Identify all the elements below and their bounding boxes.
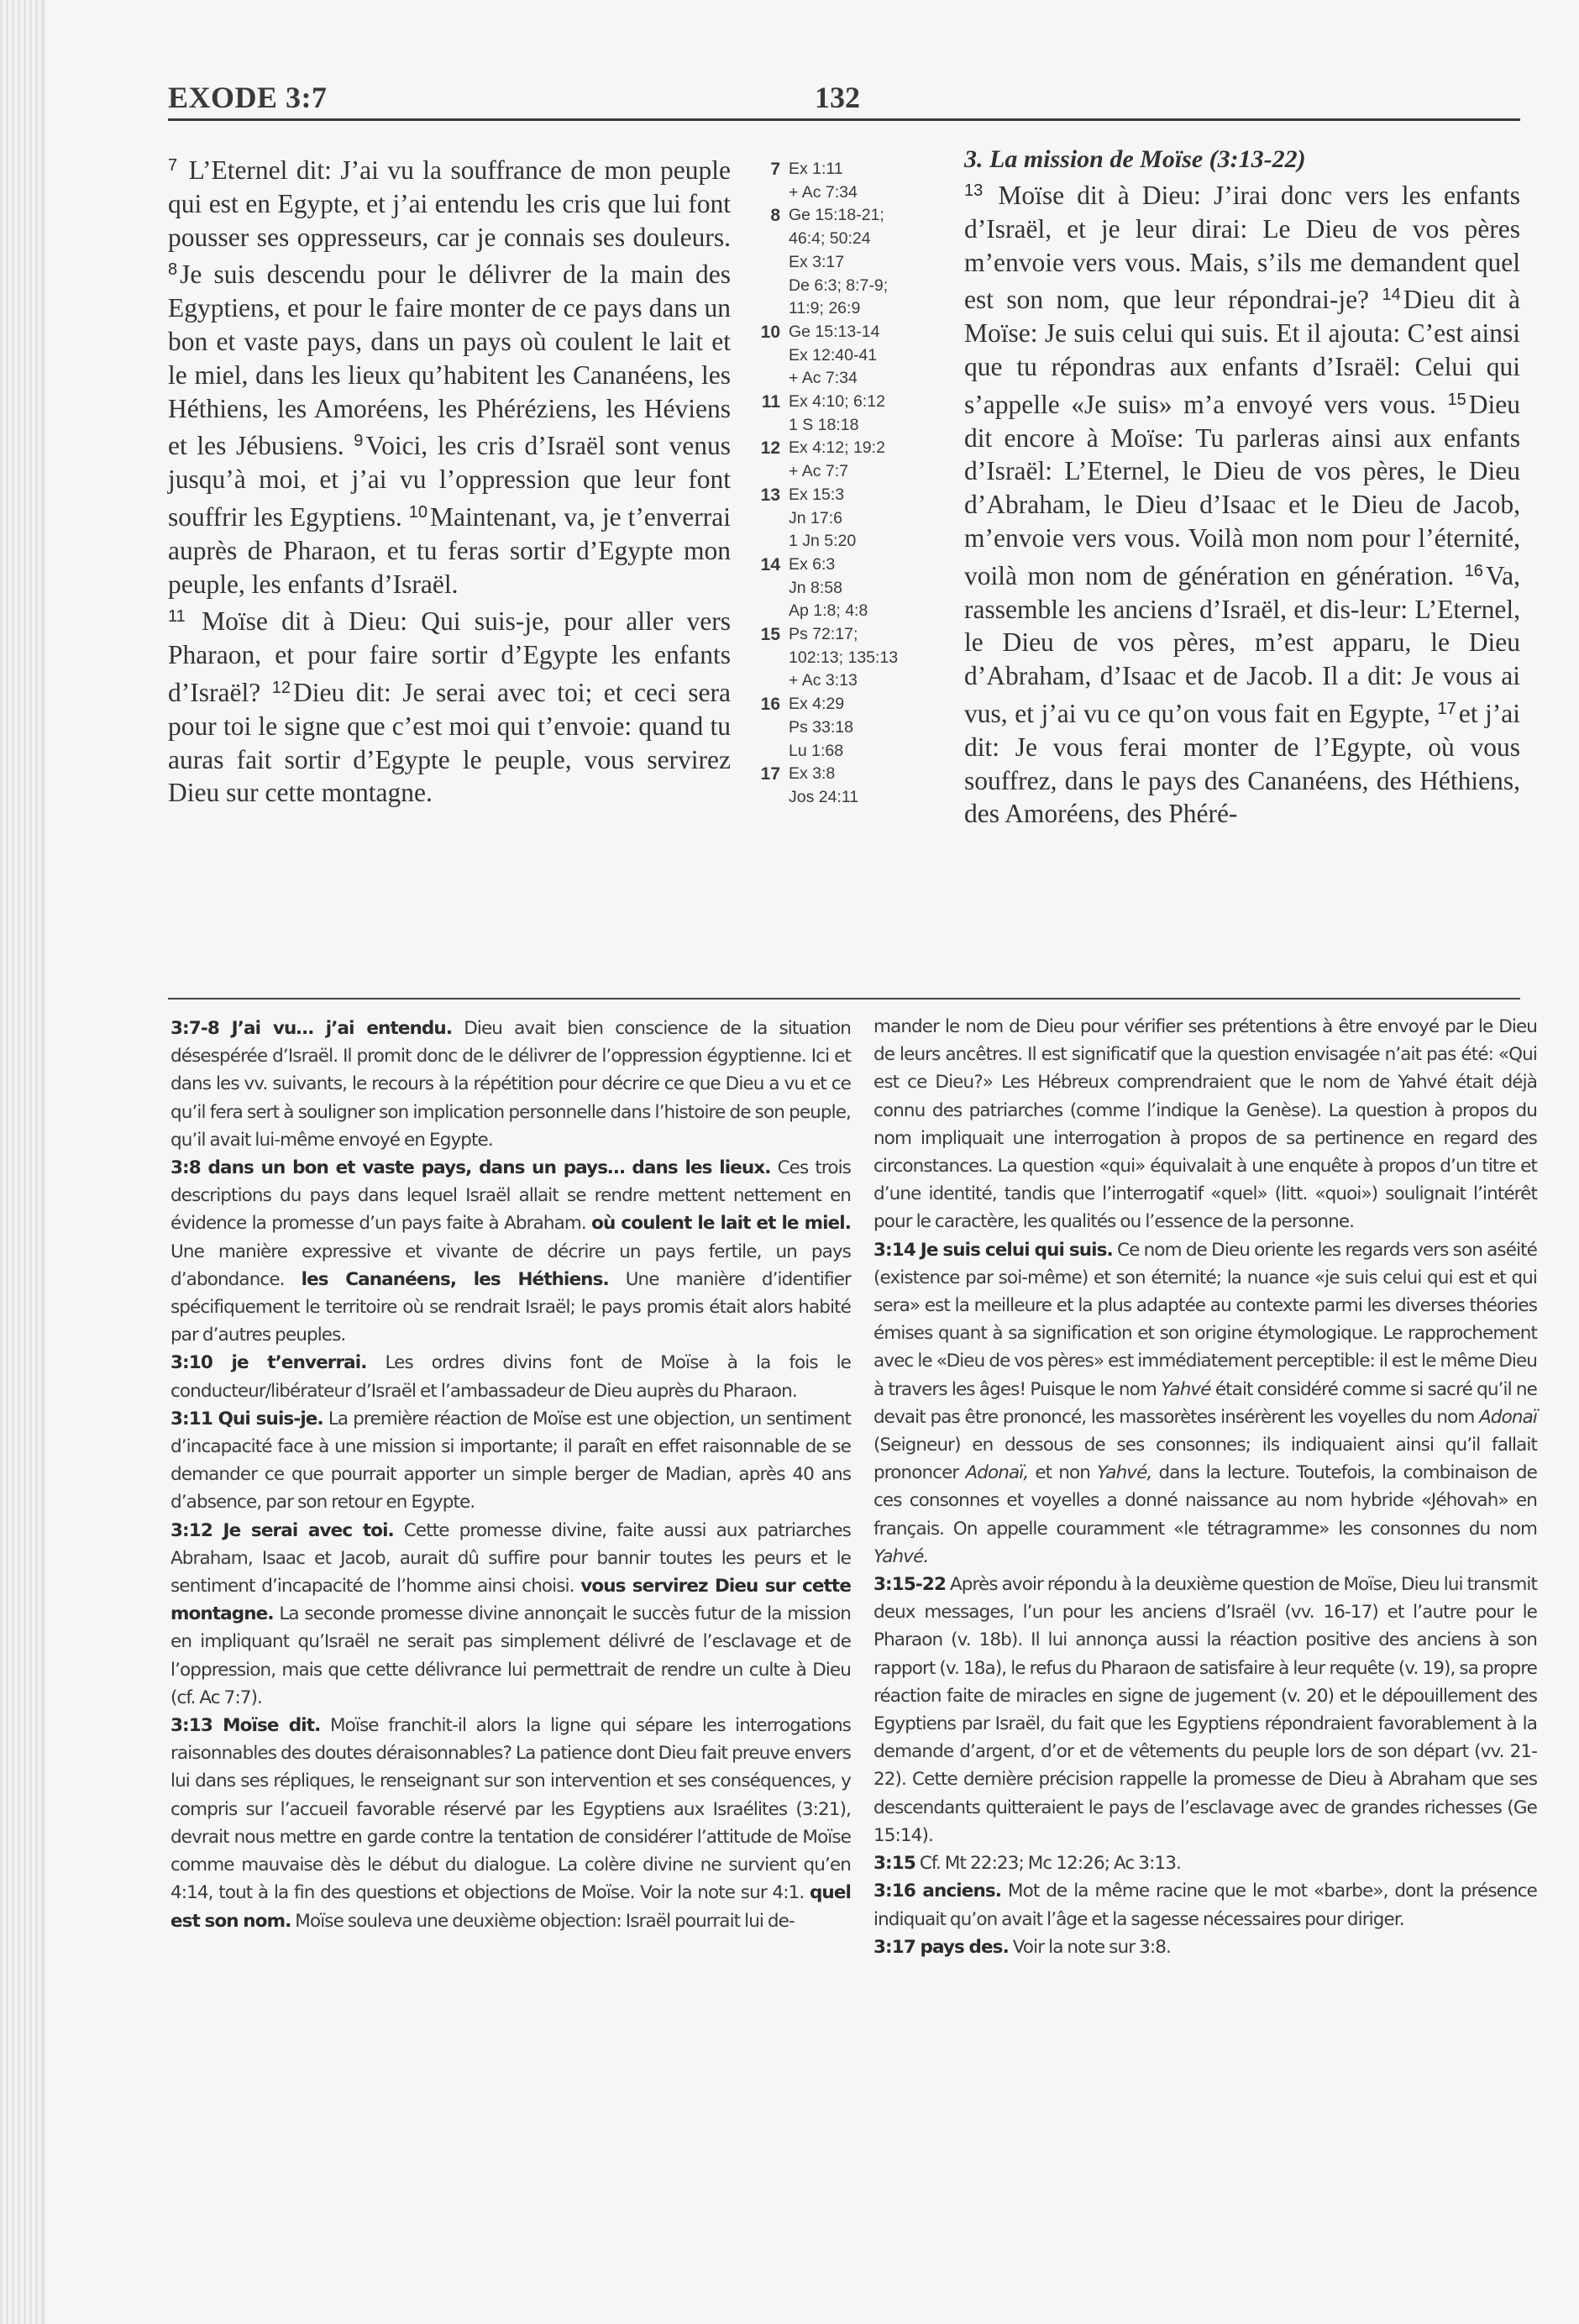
- cross-reference[interactable]: Ge 15:18-21;: [789, 206, 884, 225]
- page-number: 132: [815, 81, 860, 114]
- cross-reference-verse-number: 8: [770, 206, 780, 226]
- verse-number: 14: [1382, 286, 1401, 305]
- note-keyword: 3:10 je t’enverrai.: [170, 1352, 367, 1374]
- cross-reference-group: [750, 321, 952, 391]
- note-text: Adonaï,: [965, 1462, 1029, 1484]
- bible-text-left-column: [168, 150, 731, 810]
- cross-reference[interactable]: Ps 33:18: [789, 717, 853, 737]
- cross-reference[interactable]: Lu 1:68: [789, 741, 844, 760]
- cross-reference[interactable]: Jn 17:6: [789, 508, 842, 527]
- note-text: Moïse franchit-il alors la ligne qui sépare les interrogations raisonnables des doutes déraisonnables? La patience dont Dieu fait preuve envers lui dans ses répliques, le renseignant sur son intervention et ses conséquences, y compris sur l’accueil favorable réservé par les Egyptiens aux Israélites (3:21), devrait nous mettre en garde contre la tentation de considérer l’attitude de Moïse comme mauvaise dès le début du dialogue. La colère divine ne survient qu’en 4:14, tout à la fin des questions et objections de Moïse. Voir la note sur 4:1.: [170, 1715, 851, 1904]
- cross-reference[interactable]: Jn 8:58: [789, 578, 842, 597]
- book-page-edge: [0, 0, 45, 2324]
- cross-reference[interactable]: + Ac 7:7: [789, 462, 849, 481]
- verse-text: Dieu dit encore à Moïse: Tu parleras ainsi aux enfants d’Israël: L’Eternel, le Dieu de vos pères, le Dieu d’Abraham, le Dieu d’Isaac et le Dieu de Jacob, m’envoie vers vous. Voilà mon nom pour l’éternité, voilà mon nom de génération en génération.: [964, 389, 1520, 590]
- verse-text: Voici, les cris d’Israël sont venus jusqu’à moi, et j’ai vu l’oppression que leur font souffrir les Egyptiens.: [168, 431, 732, 532]
- cross-reference-verse-number: 11: [761, 392, 780, 412]
- cross-reference[interactable]: Ex 3:17: [789, 252, 845, 271]
- running-head: EXODE 3:7: [168, 81, 328, 114]
- note-keyword: quel est son nom.: [170, 1882, 851, 1932]
- note-keyword: 3:13 Moïse dit.: [170, 1715, 321, 1737]
- verse-text: L’Eternel dit: J’ai vu la souffrance de mon peuple qui est en Egypte, et j’ai entendu les cris que lui font pousser ses oppresseurs, car je connais ses douleurs.: [168, 155, 731, 252]
- note-keyword: 3:8 dans un bon et vaste pays, dans un pays… dans les lieux.: [170, 1157, 771, 1179]
- verse-text: Dieu dit à Moïse: Je suis celui qui suis. Et il ajouta: C’est ainsi que tu répondras aux enfants d’Israël: Celui qui s’appelle «Je suis» m’a envoyé vers vous.: [964, 285, 1521, 419]
- note-text: Moïse souleva une deuxième objection: Israël pourrait lui de-: [291, 1910, 795, 1932]
- cross-reference-group: [750, 763, 952, 809]
- bible-paragraph: [168, 150, 731, 601]
- bible-paragraph: [168, 601, 731, 810]
- commentary-note: [170, 1405, 851, 1517]
- commentary-note: [170, 1712, 851, 1935]
- cross-reference-group: [750, 623, 952, 693]
- commentary-note: [873, 1933, 1537, 1961]
- bible-text-right-column: [964, 144, 1520, 831]
- note-text: Dieu avait bien conscience de la situation désespérée d’Israël. Il promit donc de le délivrer de l’oppression égyptienne. Ici et dans les vv. suivants, le recours à la répétition pour décrire ce que Dieu a vu et ce qu’il fera sert à souligner son implication personnelle dans l’histoire de son peuple, qu’il avait lui-même envoyé en Egypte.: [170, 1018, 851, 1151]
- cross-reference[interactable]: 1 Jn 5:20: [789, 532, 857, 551]
- cross-reference-verse-number: 14: [760, 554, 780, 574]
- cross-reference[interactable]: 46:4; 50:24: [789, 229, 871, 249]
- commentary-note: [170, 1154, 851, 1349]
- note-keyword: 3:11 Qui suis-je.: [170, 1408, 323, 1430]
- note-text: Ces trois descriptions du pays dans lequel Israël allait se rendre mettent nettement en évidence la promesse d’un pays faite à Abraham.: [170, 1157, 851, 1235]
- verse-number: 13: [964, 181, 984, 200]
- note-text: Cette promesse divine, faite aussi aux patriarches Abraham, Isaac et Jacob, aurait dû suffire pour bannir toutes les peurs et le sentiment d’incapacité de l’homme ainsi choisi.: [170, 1519, 851, 1597]
- note-text: La seconde promesse divine annonçait le succès futur de la mission en impliquant qu’Israël ne serait pas simplement délivré de l’esclavage et de l’oppression, mais que cette délivrance lui permettrait de rendre un culte à Dieu (cf. Ac 7:7).: [170, 1603, 851, 1708]
- commentary-note: [873, 1849, 1537, 1877]
- cross-reference[interactable]: Ex 6:3: [789, 554, 836, 574]
- cross-reference[interactable]: Ps 72:17;: [789, 625, 858, 644]
- verse-text: Je suis descendu pour le délivrer de la main des Egyptiens, et pour le faire monter de ce pays dans un bon et vaste pays, dans un pays où coulent le lait et le miel, dans les lieux qu’habitent les Cananéens, les Héthiens, les Amoréens, les Phéréziens, les Héviens et les Jébusiens.: [168, 260, 731, 461]
- note-text: dans la lecture. Toutefois, la combinaison de ces consonnes et voyelles a donné naissance au nom hybride «Jéhovah» en français. On appelle couramment «le tétragramme» les consonnes du nom: [873, 1462, 1538, 1540]
- note-text: mander le nom de Dieu pour vérifier ses prétentions à être envoyé par le Dieu de leurs ancêtres. Il est significatif que la question envisagée n’ait pas été: «Qui est ce Dieu?» Les Hébreux comprendraient que le nom de Yahvé était déjà connu des patriarches (comme l’indique la Genèse). La question à propos du nom impliquait une interrogation à propos de sa pertinence en regard des circonstances. La question «qui» équivalait à une enquête à propos d’un titre et d’une identité, tandis que l’interrogatif «quel» (litt. «quoi») soulignait l’intérêt pour le caractère, les qualités ou l’essence de la personne.: [873, 1016, 1537, 1233]
- verse-text: Moïse dit à Dieu: Qui suis-je, pour aller vers Pharaon, et pour faire sortir d’Egypte les enfants d’Israël?: [168, 606, 732, 707]
- verse-number: 15: [1447, 390, 1466, 409]
- commentary-note: [873, 1571, 1537, 1849]
- cross-reference[interactable]: De 6:3; 8:7-9;: [789, 275, 889, 295]
- note-keyword: 3:14 Je suis celui qui suis.: [873, 1239, 1113, 1261]
- verse-text: Moïse dit à Dieu: J’irai donc vers les enfants d’Israël, et je leur dirai: Le Dieu de vos pères m’envoie vers vous. Mais, s’ils me demandent quel est son nom, que leur répondrai-je?: [964, 181, 1520, 315]
- note-text: Après avoir répondu à la deuxième question de Moïse, Dieu lui transmit deux messages, l’un pour les anciens d’Israël (vv. 16-17) et l’autre pour le Pharaon (v. 18b). Il lui annonça aussi la réaction positive des anciens à son rapport (v. 18a), le refus du Pharaon de satisfaire à leur requête (v. 19), sa propre réaction faite de miracles en signe de jugement (v. 20) et le dépouillement des Egyptiens par Israël, du fait que les Egyptiens répondraient favorablement à la demande d’argent, d’or et de vêtements du peuple lors de son départ (vv. 21-22). Cette dernière précision rappelle la promesse de Dieu à Abraham que ses descendants quitteraient le pays de l’esclavage avec de grandes richesses (Ge 15:14).: [873, 1574, 1537, 1846]
- verse-number: 9: [354, 432, 364, 451]
- note-text: Une manière expressive et vivante de décrire un pays fertile, un pays d’abondance.: [170, 1241, 851, 1290]
- verse-text: et j’ai dit: Je vous ferai monter de l’Egypte, où vous souffrez, dans le pays des Cananéens, des Héthiens, des Amoréens, des Phéré-: [964, 698, 1521, 829]
- note-text: Yahvé: [1161, 1378, 1211, 1400]
- verse-number: 17: [1437, 699, 1456, 718]
- note-keyword: 3:12 Je serai avec toi.: [170, 1519, 394, 1541]
- note-text: Yahvé.: [873, 1545, 929, 1567]
- note-keyword: 3:16 anciens.: [873, 1881, 1002, 1902]
- note-text: était considéré comme si sacré qu’il ne devait pas être prononcé, les massorètes insérèrent les voyelles du nom: [873, 1378, 1537, 1428]
- cross-reference-verse-number: 16: [760, 695, 780, 715]
- note-keyword: 3:15-22: [873, 1574, 947, 1596]
- commentary-note: [873, 1236, 1537, 1571]
- note-text: Adonaï: [1479, 1406, 1537, 1428]
- cross-reference-verse-number: 10: [760, 322, 780, 342]
- cross-reference[interactable]: Ge 15:13-14: [789, 322, 880, 341]
- note-text: Cf. Mt 22:23; Mc 12:26; Ac 3:13.: [915, 1853, 1181, 1875]
- commentary-separator-rule: [168, 998, 1520, 999]
- cross-reference-group: [750, 693, 952, 763]
- note-text: Yahvé,: [1097, 1462, 1152, 1484]
- cross-reference-verse-number: 17: [760, 764, 780, 784]
- cross-reference[interactable]: Ex 3:8: [789, 764, 836, 784]
- verse-text: Va, rassemble les anciens d’Israël, et dis-leur: L’Eternel, le Dieu de vos pères, m’est apparu, le Dieu d’Abraham, d’Isaac et de Jacob. Il a dit: Je vous ai vus, et j’ai vu ce qu’on vous fait en Egypte,: [964, 560, 1521, 728]
- note-keyword: où coulent le lait et le miel.: [591, 1213, 851, 1235]
- cross-reference[interactable]: + Ac 7:34: [789, 182, 858, 202]
- cross-reference[interactable]: 1 S 18:18: [789, 415, 859, 434]
- cross-reference[interactable]: Ex 12:40-41: [789, 345, 878, 365]
- note-text: La première réaction de Moïse est une objection, un sentiment d’incapacité face à une mission si importante; il paraît en effet raisonnable de se demander ce que pourrait apporter un simple berger de Madian, après 40 ans d’absence, par son retour en Egypte.: [170, 1408, 851, 1513]
- cross-reference[interactable]: + Ac 7:34: [789, 369, 858, 388]
- cross-reference[interactable]: Ex 15:3: [789, 485, 845, 504]
- cross-reference[interactable]: Ex 1:11: [789, 160, 843, 178]
- cross-reference-verse-number: 7: [770, 160, 780, 179]
- verse-text: Dieu dit: Je serai avec toi; et ceci sera pour toi le signe que c’est moi qui t’envoie: quand tu auras fait sortir d’Egypte le peuple, vous servirez Dieu sur cette montagne.: [168, 677, 731, 808]
- cross-reference[interactable]: Ex 4:10; 6:12: [789, 392, 885, 412]
- note-text: Une manière d’identifier spécifiquement le territoire où se rendrait Israël; le pays promis était alors habité par d’autres peuples.: [170, 1268, 851, 1346]
- commentary-right-column: [873, 1013, 1537, 1961]
- cross-reference-verse-number: 13: [760, 485, 780, 505]
- cross-reference-group: [750, 204, 952, 321]
- verse-number: 16: [1464, 561, 1483, 580]
- cross-reference-group: [750, 391, 952, 437]
- commentary-note: [170, 1015, 851, 1154]
- note-keyword: les Cananéens, les Héthiens.: [301, 1268, 609, 1290]
- cross-reference[interactable]: 11:9; 26:9: [789, 299, 861, 318]
- bible-paragraph: [964, 175, 1520, 831]
- cross-reference-group: [750, 437, 952, 483]
- note-text: (Seigneur) en dessous de ses consonnes; ils indiquaient ainsi qu’il fallait prononcer: [873, 1435, 1537, 1484]
- cross-reference-verse-number: 12: [760, 438, 780, 459]
- commentary-note: [873, 1013, 1537, 1236]
- cross-reference[interactable]: Ap 1:8; 4:8: [789, 601, 868, 621]
- verse-text: Maintenant, va, je t’enverrai auprès de Pharaon, et tu feras sortir d’Egypte mon peuple, les enfants d’Israël.: [168, 501, 731, 599]
- cross-reference[interactable]: Jos 24:11: [789, 787, 859, 806]
- section-title: 3. La mission de Moïse (3:13-22): [964, 145, 1306, 173]
- note-text: et non: [1028, 1462, 1098, 1484]
- cross-reference[interactable]: 102:13; 135:13: [789, 648, 899, 667]
- note-text: Ce nom de Dieu oriente les regards vers son aséité (existence par soi-même) et son éternité; la nuance «je suis celui qui est et qui sera» est la meilleure et la plus adaptée au contexte parmi les diverses théories émises quant à sa signification et son origine étymologique. Le rapprochement avec le «Dieu de vos pères» est immédiatement perceptible: il est le même Dieu à travers les âges! Puisque le nom: [873, 1239, 1537, 1400]
- cross-reference[interactable]: Ex 4:12; 19:2: [789, 438, 885, 458]
- cross-reference-group: [750, 553, 952, 623]
- cross-reference-group: [750, 158, 952, 204]
- note-text: Voir la note sur 3:8.: [1008, 1936, 1171, 1958]
- commentary-left-column: [170, 1015, 851, 1935]
- note-keyword: 3:15: [873, 1853, 915, 1875]
- commentary-note: [170, 1349, 851, 1404]
- verse-number: 11: [168, 607, 186, 627]
- note-text: Les ordres divins font de Moïse à la fois le conducteur/libérateur d’Israël et l’ambassadeur de Dieu auprès du Pharaon.: [170, 1352, 851, 1402]
- verse-number: 8: [168, 260, 178, 280]
- cross-reference[interactable]: Ex 4:29: [789, 695, 845, 714]
- cross-reference-verse-number: 15: [760, 625, 780, 645]
- cross-references-column: [750, 158, 952, 810]
- verse-number: 10: [408, 502, 428, 522]
- note-text: Mot de la même racine que le mot «barbe», dont la présence indiquait qu’on avait l’âge et la sagesse nécessaires pour diriger.: [873, 1881, 1537, 1930]
- commentary-note: [873, 1877, 1537, 1933]
- header-rule: [168, 118, 1520, 121]
- note-keyword: 3:7-8 J’ai vu… j’ai entendu.: [170, 1018, 453, 1039]
- verse-number: 7: [168, 156, 178, 175]
- cross-reference[interactable]: + Ac 3:13: [789, 671, 858, 690]
- note-keyword: vous servirez Dieu sur cette montagne.: [170, 1576, 851, 1625]
- verse-number: 12: [271, 678, 291, 697]
- page-header: [168, 80, 1520, 115]
- cross-reference-group: [750, 484, 952, 553]
- note-keyword: 3:17 pays des.: [873, 1936, 1009, 1958]
- commentary-note: [170, 1517, 851, 1712]
